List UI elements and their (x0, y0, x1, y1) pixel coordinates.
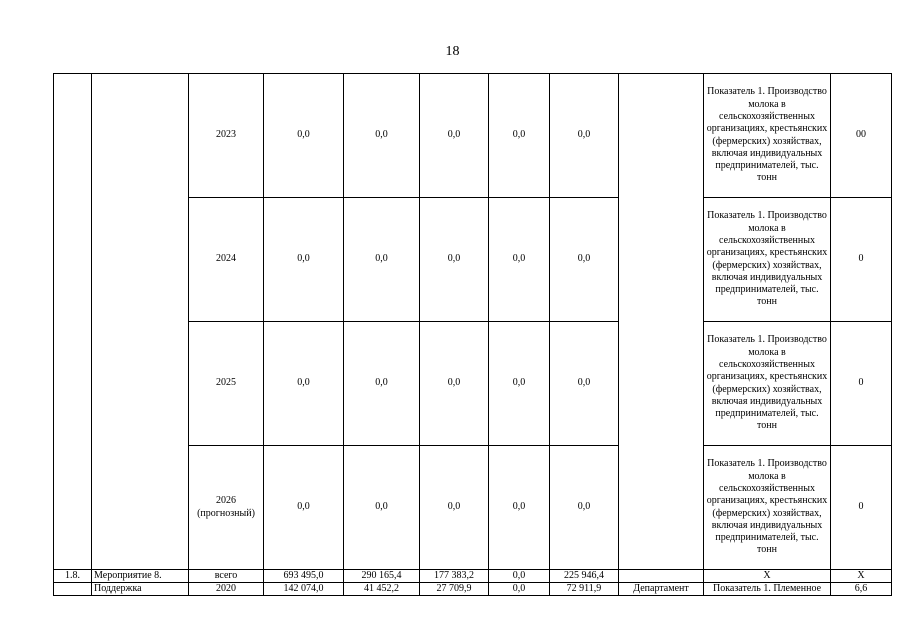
row-number-cell: 1.8. (54, 570, 92, 583)
value-cell: 0,0 (344, 322, 420, 446)
value-cell: 0,0 (489, 322, 550, 446)
year-cell: 2020 (189, 583, 264, 596)
value-cell: 27 709,9 (420, 583, 489, 596)
table-row (54, 74, 892, 198)
target-value-cell: 6,6 (831, 583, 892, 596)
target-value-cell: 00 (831, 74, 892, 198)
value-cell: 693 495,0 (264, 570, 344, 583)
measure-name-cell: Поддержка (92, 583, 189, 596)
value-cell: 0,0 (489, 74, 550, 198)
value-cell: 0,0 (489, 446, 550, 570)
indicator-cell: Х (704, 570, 831, 583)
value-cell: 72 911,9 (550, 583, 619, 596)
indicator-cell: Показатель 1. Племенное (704, 583, 831, 596)
page-number: 18 (445, 44, 460, 59)
row-number-cell (54, 74, 92, 570)
indicator-cell: Показатель 1. Производство молока в сельскохозяйственных организациях, крестьянских (фермерских) хозяйствах, включая индивидуальных предпринимателей, тыс. тонн (704, 198, 831, 322)
year-cell: 2024 (189, 198, 264, 322)
value-cell: 290 165,4 (344, 570, 420, 583)
value-cell: 0,0 (344, 198, 420, 322)
value-cell: 142 074,0 (264, 583, 344, 596)
value-cell: 225 946,4 (550, 570, 619, 583)
value-cell: 0,0 (344, 446, 420, 570)
measure-name-cell: Мероприятие 8. (92, 570, 189, 583)
executor-cell: Департамент (619, 583, 704, 596)
value-cell: 0,0 (264, 198, 344, 322)
table-row (54, 583, 892, 596)
value-cell: 0,0 (264, 446, 344, 570)
year-cell: 2023 (189, 74, 264, 198)
value-cell: 177 383,2 (420, 570, 489, 583)
value-cell: 0,0 (489, 198, 550, 322)
value-cell: 41 452,2 (344, 583, 420, 596)
value-cell: 0,0 (264, 74, 344, 198)
value-cell: 0,0 (550, 446, 619, 570)
value-cell: 0,0 (489, 570, 550, 583)
target-value-cell: 0 (831, 322, 892, 446)
value-cell: 0,0 (420, 322, 489, 446)
value-cell: 0,0 (420, 74, 489, 198)
measure-name-cell (92, 74, 189, 570)
indicator-cell: Показатель 1. Производство молока в сельскохозяйственных организациях, крестьянских (фермерских) хозяйствах, включая индивидуальных предпринимателей, тыс. тонн (704, 322, 831, 446)
row-number-cell (54, 583, 92, 596)
program-table (53, 73, 892, 596)
value-cell: 0,0 (420, 446, 489, 570)
year-cell: всего (189, 570, 264, 583)
executor-cell (619, 570, 704, 583)
indicator-cell: Показатель 1. Производство молока в сельскохозяйственных организациях, крестьянских (фермерских) хозяйствах, включая индивидуальных предпринимателей, тыс. тонн (704, 446, 831, 570)
table-row (54, 570, 892, 583)
year-cell: 2026 (прогнозный) (189, 446, 264, 570)
target-value-cell: 0 (831, 198, 892, 322)
value-cell: 0,0 (489, 583, 550, 596)
value-cell: 0,0 (264, 322, 344, 446)
value-cell: 0,0 (344, 74, 420, 198)
value-cell: 0,0 (550, 198, 619, 322)
value-cell: 0,0 (550, 74, 619, 198)
value-cell: 0,0 (420, 198, 489, 322)
target-value-cell: Х (831, 570, 892, 583)
executor-cell (619, 74, 704, 570)
target-value-cell: 0 (831, 446, 892, 570)
indicator-cell: Показатель 1. Производство молока в сельскохозяйственных организациях, крестьянских (фермерских) хозяйствах, включая индивидуальных предпринимателей, тыс. тонн (704, 74, 831, 198)
year-cell: 2025 (189, 322, 264, 446)
value-cell: 0,0 (550, 322, 619, 446)
